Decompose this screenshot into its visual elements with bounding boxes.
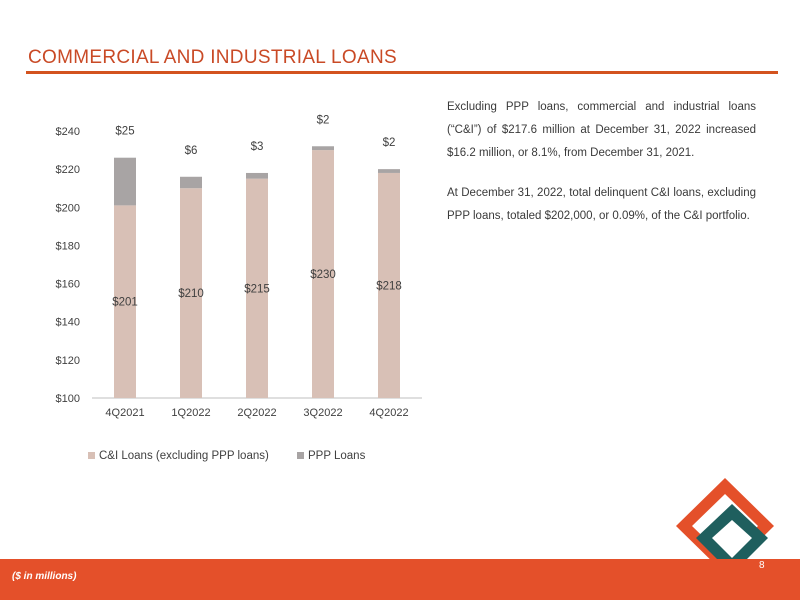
bar-group: [114, 146, 400, 398]
x-tick-label: 1Q2022: [171, 407, 211, 419]
legend-swatch: [297, 452, 304, 459]
x-tick-label: 2Q2022: [237, 407, 277, 419]
y-tick-label: $160: [55, 278, 80, 291]
slide-title: COMMERCIAL AND INDUSTRIAL LOANS: [28, 47, 397, 68]
bar-ppp-loans: [246, 173, 268, 179]
bar-ppp-loans: [378, 169, 400, 173]
y-tick-label: $120: [55, 354, 80, 367]
y-tick-label: $100: [55, 393, 80, 405]
legend-swatch: [88, 452, 95, 459]
ci-loans-chart: [0, 0, 440, 480]
x-tick-label: 3Q2022: [303, 407, 343, 419]
data-label-ppp-loans: $25: [115, 125, 135, 138]
bar-ppp-loans: [114, 158, 136, 206]
data-label-ppp-loans: $2: [382, 137, 396, 150]
x-tick-label: 4Q2022: [369, 407, 409, 419]
units-footnote: ($ in millions): [12, 571, 77, 582]
data-label-ci-loans: $210: [178, 288, 204, 301]
commentary-paragraph-2: At December 31, 2022, total delinquent C&I loans, excluding PPP loans, totaled $202,000, or 0.09%, of the C&I portfolio.: [447, 187, 756, 222]
x-axis: [92, 398, 422, 419]
data-label-ppp-loans: $2: [316, 114, 330, 127]
bar-ppp-loans: [180, 177, 202, 188]
y-tick-label: $200: [55, 202, 80, 215]
y-tick-label: $140: [55, 316, 80, 329]
data-label-ci-loans: $218: [376, 280, 402, 293]
data-label-ci-loans: $215: [244, 283, 270, 296]
data-label-ppp-loans: $3: [250, 140, 264, 153]
footer-bar: [0, 559, 800, 600]
data-label-ci-loans: $230: [310, 269, 336, 282]
page-number: 8: [759, 560, 765, 571]
y-tick-label: $220: [55, 164, 80, 177]
x-tick-label: 4Q2021: [105, 407, 145, 419]
legend-label: C&I Loans (excluding PPP loans): [99, 450, 269, 462]
commentary: [447, 96, 756, 245]
commentary-paragraph-1: Excluding PPP loans, commercial and industrial loans (“C&I”) of $217.6 million at December 31, 2022 increased $16.2 million, or 8.1%, from December 31, 2021.: [447, 101, 756, 159]
data-label-ci-loans: $201: [112, 296, 138, 309]
data-label-ppp-loans: $6: [184, 144, 198, 157]
y-tick-label: $240: [55, 126, 80, 138]
chart-legend: [88, 450, 366, 462]
legend-label: PPP Loans: [308, 450, 366, 462]
bar-ppp-loans: [312, 146, 334, 150]
y-axis: [56, 126, 80, 405]
y-tick-label: $180: [55, 240, 80, 253]
